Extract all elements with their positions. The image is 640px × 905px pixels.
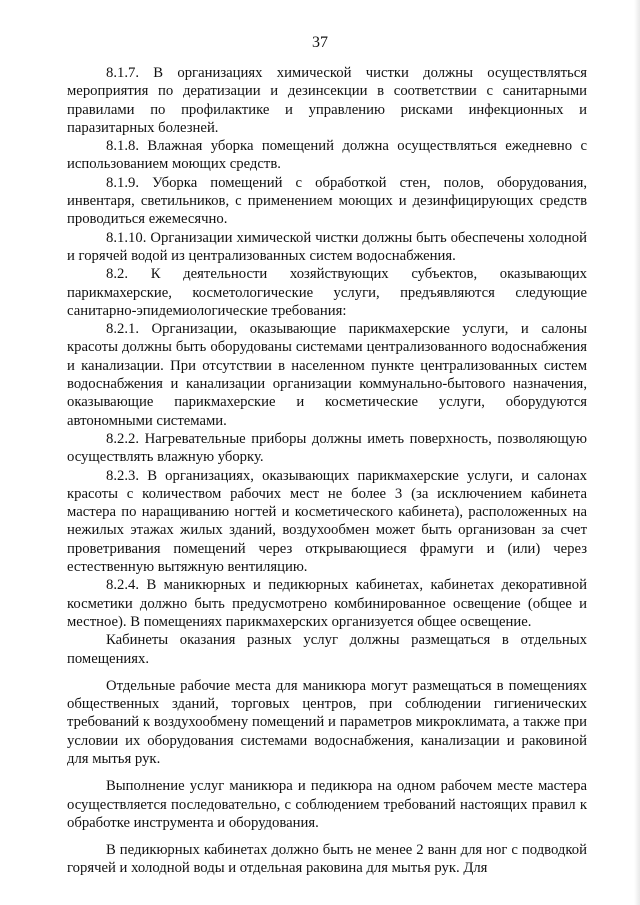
paragraph-8-2-2: 8.2.2. Нагревательные приборы должны иметь поверхность, позволяющую осуществлять влажную уборку. bbox=[67, 430, 587, 466]
paragraph-8-1-9: 8.1.9. Уборка помещений с обработкой стен, полов, оборудования, инвентаря, светильников, с применением моющих и дезинфицирующих средств проводиться ежемесячно. bbox=[67, 174, 587, 228]
paragraph-separate-rooms: Кабинеты оказания разных услуг должны размещаться в отдельных помещениях. bbox=[67, 632, 587, 667]
paragraph-8-2-1: 8.2.1. Организации, оказывающие парикмахерские услуги, и салоны красоты должны быть оборудованы системами централизованного водоснабжения и канализации. При отсутствии в населенном пункте централизованных систем водоснабжения и канализации организации коммунально-бытового назначения, оказывающие парикмахерские и косметические услуги, оборудуются автономными системами. bbox=[67, 321, 587, 429]
paragraph-8-1-7: 8.1.7. В организациях химической чистки должны осуществляться мероприятия по дератизации и дезинсекции в соответствии с санитарными правилами по профилактике и управлению рисками инфекционных и паразитарных болезней. bbox=[67, 65, 587, 136]
paragraph-8-2-3: 8.2.3. В организациях, оказывающих парикмахерские услуги, и салонах красоты с количеством рабочих мест не более 3 (за исключением кабинета мастера по наращиванию ногтей и косметического кабинета), расположенных на нежилых этажах жилых зданий, воздухообмен может быть организован за счет проветривания помещений через открывающиеся фрамуги и (или) через естественную вытяжную вентиляцию. bbox=[67, 467, 587, 576]
page-number: 37 bbox=[312, 34, 328, 51]
paragraph-manicure-places: Отдельные рабочие места для маникюра могут размещаться в помещениях общественных зданий, торговых центров, при соблюдении гигиенических требований к воздухообмену помещений и параметров микроклимата, а также при условии их оборудования системами водоснабжения, канализации и раковиной для мытья рук. bbox=[67, 677, 587, 767]
paragraph-manicure-pedicure-sequence: Выполнение услуг маникюра и педикюра на одном рабочем месте мастера осуществляется последовательно, с соблюдением требований настоящих правил к обработке инструмента и оборудования. bbox=[67, 778, 587, 831]
paragraph-8-2-4: 8.2.4. В маникюрных и педикюрных кабинетах, кабинетах декоративной косметики должно быть предусмотрено комбинированное освещение (общее и местное). В помещениях парикмахерских организуется общее освещение. bbox=[67, 577, 587, 630]
document-body bbox=[67, 64, 587, 878]
paragraph-8-1-10: 8.1.10. Организации химической чистки должны быть обеспечены холодной и горячей водой из централизованных систем водоснабжения. bbox=[67, 229, 587, 264]
paragraph-8-1-8: 8.1.8. Влажная уборка помещений должна осуществляться ежедневно с использованием моющих средств. bbox=[67, 138, 587, 173]
paragraph-8-2: 8.2. К деятельности хозяйствующих субъектов, оказывающих парикмахерские, косметологические услуги, предъявляются следующие санитарно-эпидемиологические требования: bbox=[67, 266, 587, 319]
paragraph-pedicure-cabinets: В педикюрных кабинетах должно быть не менее 2 ванн для ног с подводкой горячей и холодной воды и отдельная раковина для мытья рук. Для bbox=[67, 842, 587, 877]
scan-edge-shadow bbox=[634, 0, 640, 905]
